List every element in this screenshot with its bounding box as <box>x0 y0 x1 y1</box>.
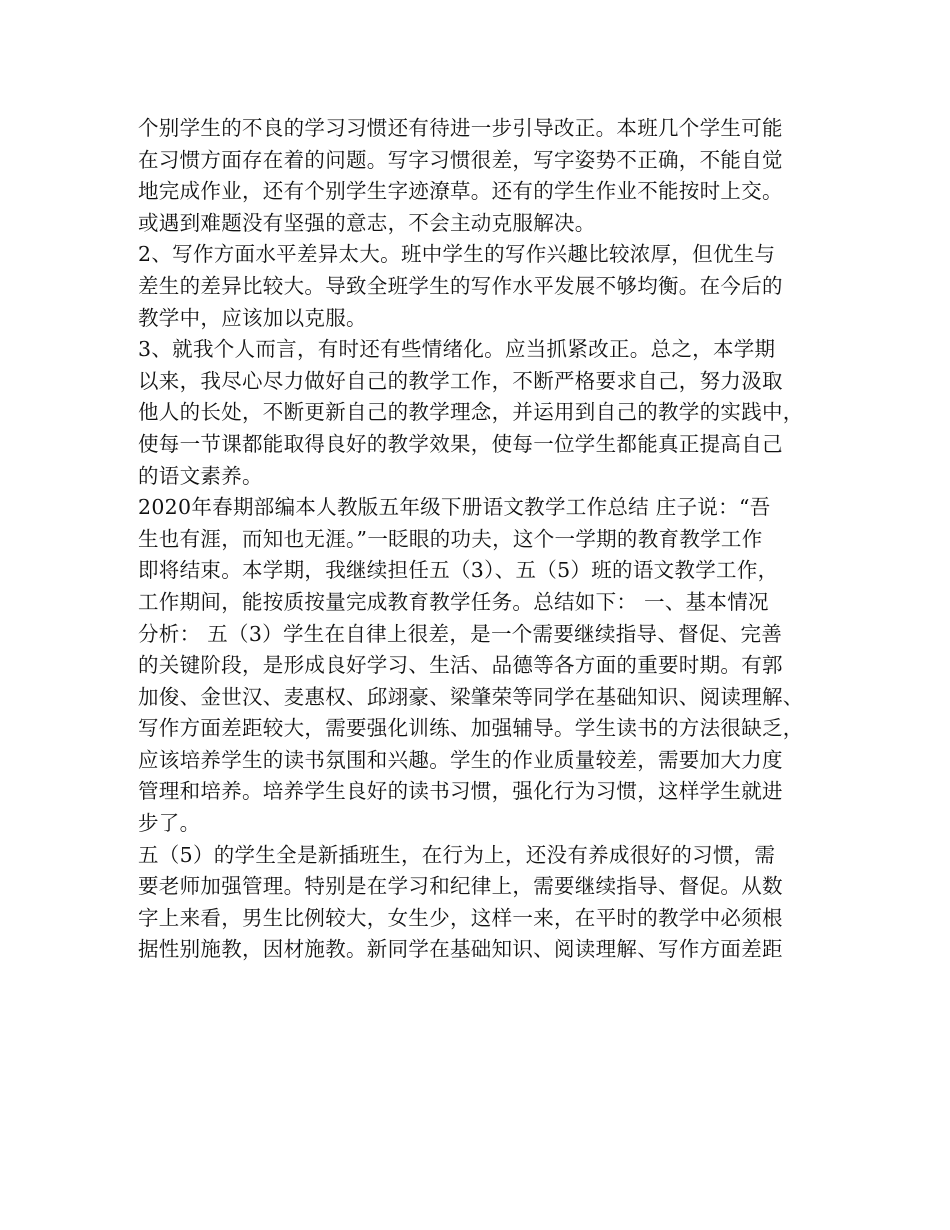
text-line: 工作期间，能按质按量完成教育教学任务。总结如下： 一、基本情况 <box>138 589 769 614</box>
paragraph-summary-intro <box>138 492 838 840</box>
text-line: 使每一节课都能取得良好的教学效果，使每一位学生都能真正提高自己 <box>138 431 783 456</box>
paragraph-habits <box>138 113 838 239</box>
document-body <box>138 113 838 966</box>
text-line: 3、就我个人而言，有时还有些情绪化。应当抓紧改正。总之，本学期 <box>138 337 776 362</box>
text-line: 步了。 <box>138 811 201 836</box>
text-line: 差生的差异比较大。导致全班学生的写作水平发展不够均衡。在今后的 <box>138 273 783 298</box>
paragraph-class-five <box>138 840 838 966</box>
text-line: 或遇到难题没有坚强的意志，不会主动克服解决。 <box>138 210 596 235</box>
text-line: 生也有涯，而知也无涯。”一眨眼的功夫，这个一学期的教育教学工作 <box>138 526 763 551</box>
text-line: 要老师加强管理。特别是在学习和纪律上，需要继续指导、督促。从数 <box>138 874 783 899</box>
text-line: 2、写作方面水平差异太大。班中学生的写作兴趣比较浓厚，但优生与 <box>138 242 776 267</box>
text-line: 字上来看，男生比例较大，女生少，这样一来，在平时的教学中必须根 <box>138 905 783 930</box>
text-line: 加俊、金世汉、麦惠权、邱翊豪、梁肇荣等同学在基础知识、阅读理解、 <box>138 684 804 709</box>
text-line: 以来，我尽心尽力做好自己的教学工作，不断严格要求自己，努力汲取 <box>138 368 783 393</box>
text-line: 管理和培养。培养学生良好的读书习惯，强化行为习惯，这样学生就进 <box>138 779 783 804</box>
text-line: 应该培养学生的读书氛围和兴趣。学生的作业质量较差，需要加大力度 <box>138 747 783 772</box>
text-line: 2020年春期部编本人教版五年级下册语文教学工作总结 庄子说：“吾 <box>138 495 771 520</box>
text-line: 他人的长处，不断更新自己的教学理念，并运用到自己的教学的实践中， <box>138 400 804 425</box>
text-line: 的关键阶段，是形成良好学习、生活、品德等各方面的重要时期。有郭 <box>138 653 783 678</box>
text-line: 据性别施教，因材施教。新同学在基础知识、阅读理解、写作方面差距 <box>138 937 783 962</box>
text-line: 个别学生的不良的学习习惯还有待进一步引导改正。本班几个学生可能 <box>138 116 783 140</box>
text-line: 在习惯方面存在着的问题。写字习惯很差，写字姿势不正确，不能自觉 <box>138 147 783 172</box>
text-line: 的语文素养。 <box>138 463 263 488</box>
text-line: 写作方面差距较大，需要强化训练、加强辅导。学生读书的方法很缺乏， <box>138 716 804 741</box>
text-line: 即将结束。本学期，我继续担任五（3）、五（5）班的语文教学工作， <box>138 558 779 583</box>
text-line: 五（5）的学生全是新插班生，在行为上，还没有养成很好的习惯，需 <box>138 842 776 867</box>
paragraph-writing-gap <box>138 239 838 334</box>
text-line: 分析： 五（3）学生在自律上很差，是一个需要继续指导、督促、完善 <box>138 621 783 646</box>
text-line: 地完成作业，还有个别学生字迹潦草。还有的学生作业不能按时上交。 <box>138 179 783 204</box>
text-line: 教学中，应该加以克服。 <box>138 305 367 330</box>
paragraph-personal-reflection <box>138 334 838 492</box>
